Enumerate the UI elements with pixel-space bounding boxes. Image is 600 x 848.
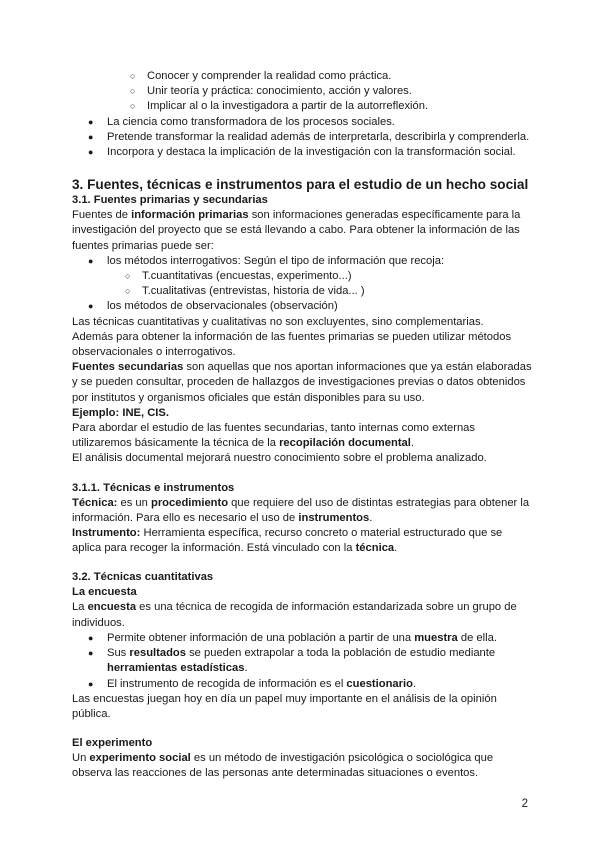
bullet-icon: ● <box>88 255 94 266</box>
subsection-heading: 3.2. Técnicas cuantitativas <box>72 571 214 584</box>
circle-bullet-icon: ○ <box>130 71 136 81</box>
bullet-icon: ● <box>88 131 94 142</box>
list-item: ● Pretende transformar la realidad además de interpretarla, describirla y comprenderla. <box>72 130 534 145</box>
section-heading: 3. Fuentes, técnicas e instrumentos para el estudio de un hecho social <box>72 177 529 193</box>
bullet-icon: ● <box>88 147 94 158</box>
paragraph: Fuentes de información primarias son informaciones generadas específicamente para la investigación del proyecto que se está llevando a cabo. Para obtener la información de las fuentes primarias puede ser: <box>72 209 521 252</box>
list-item: ○ Conocer y comprender la realidad como práctica. <box>72 69 534 84</box>
circle-bullet-icon: ○ <box>125 271 131 282</box>
list-item: ○ Unir teoría y práctica: conocimiento, acción y valores. <box>72 84 534 99</box>
paragraph: Las técnicas cuantitativas y cualitativas no son excluyentes, sino complementarias. <box>72 315 484 328</box>
subsection-heading: 3.1.1. Técnicas e instrumentos <box>72 481 235 494</box>
list-item: ● Sus resultados se pueden extrapolar a toda la población de estudio mediante herramientas estadísticas. <box>72 646 534 676</box>
page-number: 2 <box>521 798 528 810</box>
list-item: ● los métodos interrogativos: Según el tipo de información que recoja: <box>72 254 534 269</box>
circle-bullet-icon: ○ <box>130 86 136 97</box>
list-item: ● Permite obtener información de una población a partir de una muestra de ella. <box>72 631 534 646</box>
list-item: ● Incorpora y destaca la implicación de la investigación con la transformación social. <box>72 145 534 160</box>
bullet-icon: ● <box>88 301 94 312</box>
paragraph: Para abordar el estudio de las fuentes secundarias, tanto internas como externas utilizaremos básicamente la técnica de la recopilación documental. <box>72 422 475 450</box>
paragraph: Instrumento: Herramienta específica, recurso concreto o material estructurado que se aplica para recoger la información. Está vinculado con la técnica. <box>72 527 503 555</box>
list-item: ● La ciencia como transformadora de los procesos sociales. <box>72 115 534 130</box>
circle-bullet-icon: ○ <box>125 286 131 297</box>
bullet-icon: ● <box>88 678 94 689</box>
paragraph: Las encuestas juegan hoy en día un papel muy importante en el análisis de la opinión pública. <box>72 692 497 720</box>
bullet-icon: ● <box>88 116 94 127</box>
list-item: ● El instrumento de recogida de información es el cuestionario. <box>72 677 534 692</box>
topic-heading: La encuesta <box>72 586 137 599</box>
paragraph: La encuesta es una técnica de recogida de información estandarizada sobre un grupo de individuos. <box>72 601 517 629</box>
list-item: ● los métodos de observacionales (observación) <box>72 299 534 314</box>
subsection-heading: 3.1. Fuentes primarias y secundarias <box>72 194 268 207</box>
paragraph: Además para obtener la información de las fuentes primarias se pueden utilizar métodos observacionales o interrogativos. <box>72 330 512 359</box>
bullet-icon: ● <box>88 632 94 643</box>
paragraph: Un experimento social es un método de investigación psicológica o sociológica que observa las reacciones de las personas ante determinadas situaciones o eventos. <box>72 752 494 780</box>
paragraph: El análisis documental mejorará nuestro conocimiento sobre el problema analizado. <box>72 452 487 465</box>
list-item: ○ T.cuantitativas (encuestas, experimento...) <box>72 269 534 284</box>
topic-heading: El experimento <box>72 737 153 750</box>
circle-bullet-icon: ○ <box>130 101 136 112</box>
bullet-icon: ● <box>88 648 94 659</box>
example-line: Ejemplo: INE, CIS. <box>72 406 169 419</box>
list-item: ○ Implicar al o la investigadora a partir de la autorreflexión. <box>72 99 534 114</box>
paragraph: Técnica: es un procedimiento que requiere del uso de distintas estrategias para obtener la información. Para ello es necesario el uso de instrumentos. <box>72 496 530 524</box>
list-item: ○ T.cualitativas (entrevistas, historia de vida... ) <box>72 284 534 299</box>
paragraph: Fuentes secundarias son aquellas que nos aportan informaciones que ya están elaboradas y se pueden consultar, proceden de hallazgos de investigaciones previas o datos obtenidos por institutos y organismos oficiales que están disponibles para su uso. <box>72 361 532 404</box>
document-page <box>72 69 534 782</box>
